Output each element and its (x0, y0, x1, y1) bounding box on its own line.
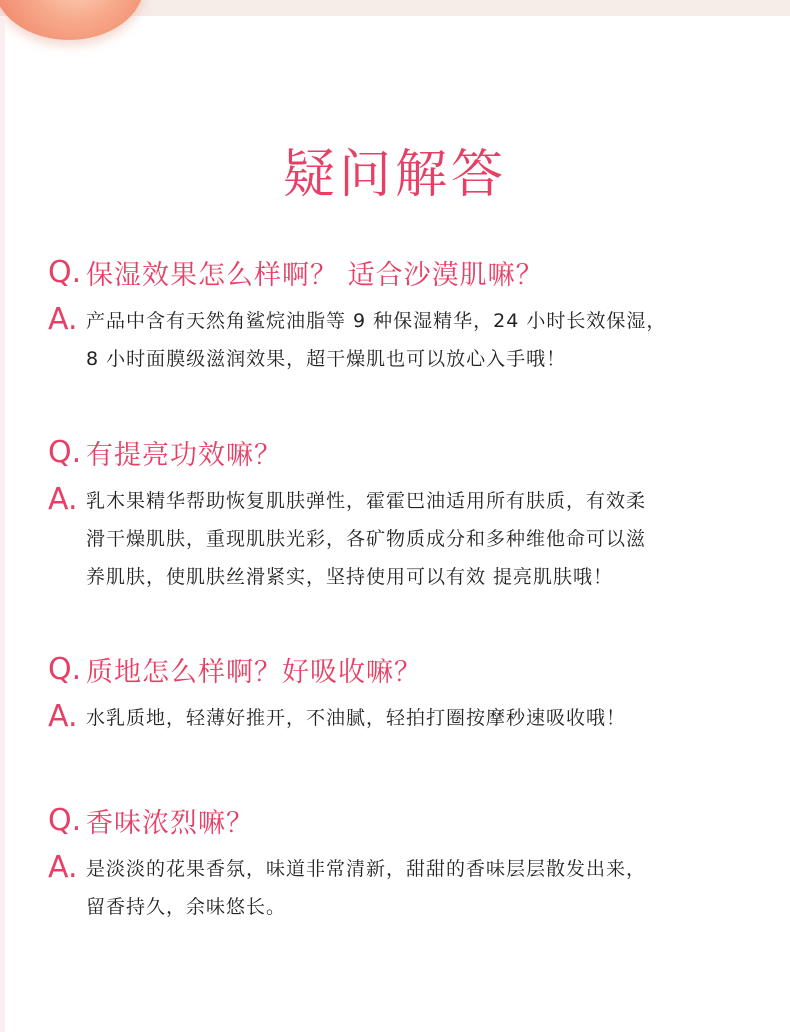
answer-marker: A. (48, 850, 78, 885)
answer-line: 是淡淡的花果香氛，味道非常清新，甜甜的香味层层散发出来， (86, 858, 647, 880)
answer-text (86, 302, 716, 378)
faq-item (48, 250, 748, 378)
question-row (48, 798, 748, 842)
question-row (48, 647, 748, 691)
answer-row (48, 482, 748, 596)
question-row (48, 430, 748, 474)
answer-line: 留香持久，余味悠长。 (86, 896, 287, 918)
question-marker: Q. (48, 651, 82, 687)
answer-text (86, 850, 716, 926)
answer-text (86, 699, 716, 737)
peach-decoration-image (0, 0, 144, 40)
question-text: 香味浓烈嘛？ (86, 807, 254, 839)
question-row (48, 250, 748, 294)
answer-marker: A. (48, 302, 78, 337)
answer-row (48, 302, 748, 378)
question-text: 保湿效果怎么样啊？ 适合沙漠肌嘛？ (86, 259, 544, 291)
question-marker: Q. (48, 802, 82, 838)
answer-row (48, 850, 748, 926)
answer-line: 8 小时面膜级滋润效果，超干燥肌也可以放心入手哦！ (86, 348, 567, 370)
question-marker: Q. (48, 434, 82, 470)
answer-marker: A. (48, 482, 78, 517)
answer-line: 滑干燥肌肤，重现肌肤光彩，各矿物质成分和多种维他命可以滋 (86, 528, 647, 550)
question-text: 有提亮功效嘛？ (86, 439, 282, 471)
faq-item (48, 430, 748, 596)
answer-row (48, 699, 748, 737)
answer-line: 产品中含有天然角鲨烷油脂等 9 种保湿精华，24 小时长效保湿， (86, 310, 667, 332)
page-title: 疑问解答 (282, 145, 507, 205)
answer-line: 水乳质地，轻薄好推开，不油腻，轻拍打圈按摩秒速吸收哦！ (86, 707, 627, 729)
faq-item (48, 647, 748, 737)
answer-line: 乳木果精华帮助恢复肌肤弹性，霍霍巴油适用所有肤质，有效柔 (86, 490, 647, 512)
answer-marker: A. (48, 699, 78, 734)
question-marker: Q. (48, 254, 82, 290)
faq-item (48, 798, 748, 926)
answer-text (86, 482, 716, 596)
question-text: 质地怎么样啊？好吸收嘛？ (86, 656, 422, 688)
answer-line: 养肌肤，使肌肤丝滑紧实，坚持使用可以有效 提亮肌肤哦！ (86, 566, 614, 588)
